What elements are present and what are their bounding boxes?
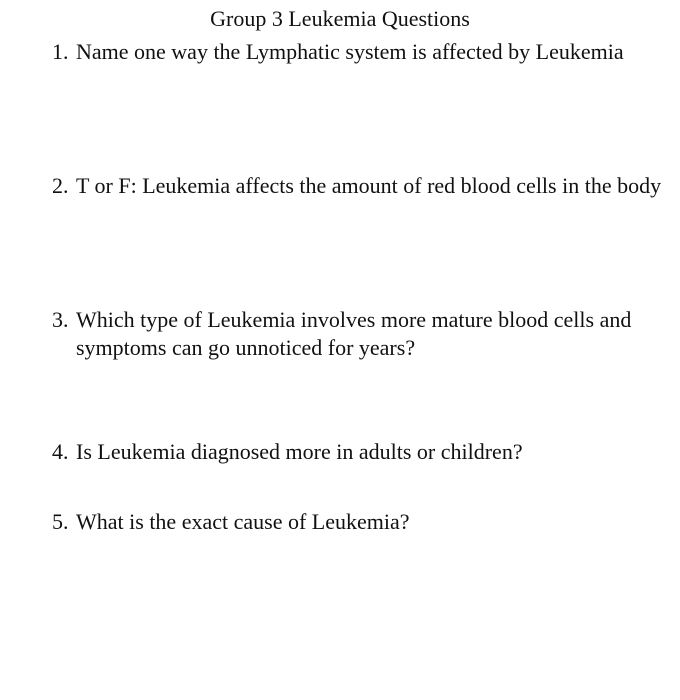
question-number: 1.	[52, 39, 69, 64]
question-5	[52, 508, 662, 536]
question-text: T or F: Leukemia affects the amount of red blood cells in the body	[76, 173, 662, 198]
question-3	[52, 306, 662, 362]
document-title: Group 3 Leukemia Questions	[210, 6, 470, 31]
question-number: 5.	[52, 509, 69, 534]
question-4	[52, 438, 662, 466]
question-2	[52, 172, 662, 200]
question-text: What is the exact cause of Leukemia?	[76, 509, 410, 534]
question-text: Name one way the Lymphatic system is affected by Leukemia	[76, 39, 624, 64]
question-text: Which type of Leukemia involves more mature blood cells and symptoms can go unnoticed for years?	[76, 307, 632, 360]
question-number: 4.	[52, 439, 69, 464]
question-number: 2.	[52, 173, 69, 198]
question-number: 3.	[52, 307, 69, 332]
question-1	[52, 38, 662, 66]
question-text: Is Leukemia diagnosed more in adults or children?	[76, 439, 523, 464]
